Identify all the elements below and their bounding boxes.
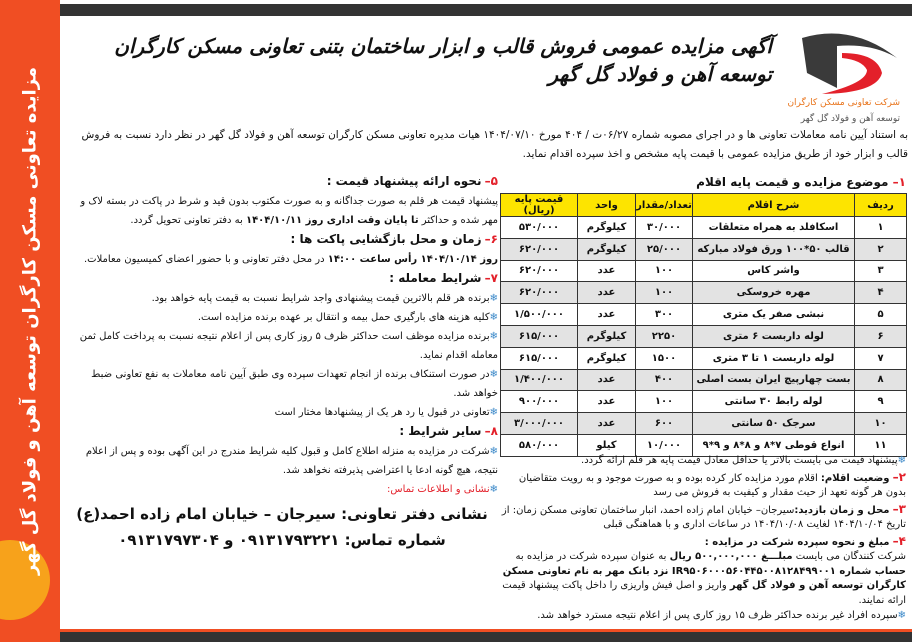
table-cell: کیلوگرم xyxy=(578,347,636,369)
table-cell: ۲۵/۰۰۰ xyxy=(636,238,693,260)
column-header: ردیف xyxy=(855,194,907,217)
table-cell: ۶۲۰/۰۰۰ xyxy=(501,238,578,260)
table-cell: ۶۰۰ xyxy=(636,413,693,435)
table-row xyxy=(501,304,907,326)
section-title: سایر شرایط : xyxy=(399,424,482,438)
table-cell: لوله داربست ۱ تا ۳ متری xyxy=(693,347,855,369)
side-band-text: مزایده تعاونی مسکن کارگران توسعه آهن و فولاد گل گهر xyxy=(19,66,41,576)
table-cell: ۱/۵۰۰/۰۰۰ xyxy=(501,304,578,326)
table-cell: مهره خروسکی xyxy=(693,282,855,304)
note-text: پیشنهاد قیمت می بایست بالاتر یا حداقل معادل قیمت پایه هر قلم ارائه گردد. xyxy=(581,455,898,466)
section-title: مبلغ و نحوه سپرده شرکت در مزایده : xyxy=(704,536,890,548)
address: نشانی دفتر تعاونی: سیرجان – خیابان امام زاده احمد(ع) xyxy=(76,505,488,523)
column-header: تعداد/مقدار xyxy=(636,194,693,217)
table-cell: عدد xyxy=(578,413,636,435)
table-cell: ۱۰۰ xyxy=(636,391,693,413)
section-text: واریز و اصل فیش واریزی را داخل پاکت پیشنهاد قیمت ارائه نمایند. xyxy=(502,580,906,606)
table-cell: واشر کاس xyxy=(693,260,855,282)
section-text: سیرجان– خیابان امام زاده احمد، انبار ساختمان تعاونی مسکن زمان: از تاریخ ۱۴۰۴/۱۰/۰۴ لغایت ۱۴۰۴/۱۰/۰۸ در ساعات اداری و با هماهنگی قبلی xyxy=(501,504,906,530)
table-cell: ۷ xyxy=(855,347,907,369)
company-logo-icon xyxy=(782,28,902,96)
section-number: ۷– xyxy=(484,271,498,285)
table-cell: عدد xyxy=(578,260,636,282)
account-number: حساب شماره IR۹۵۰۶۰۰۰۵۶۰۴۴۵۰۰۸۱۲۸۴۹۹۰۰۱ نزد بانک مهر به نام تعاونی مسکن کارگران توسعه آهن و فولاد گل گهر xyxy=(502,565,906,591)
bottom-bar xyxy=(60,629,912,642)
table-cell: ۶۱۵/۰۰۰ xyxy=(501,347,578,369)
section-number: ۲– xyxy=(892,469,906,484)
section-title: موضوع مزایده و قیمت پایه اقلام xyxy=(696,175,889,189)
section-7 xyxy=(66,269,498,422)
table-cell: اسکافلد به همراه متعلقات xyxy=(693,217,855,239)
section-number: ۴– xyxy=(892,533,906,548)
contact-label xyxy=(66,480,498,499)
table-row xyxy=(501,434,907,456)
snowflake-bullet-icon: ❄ xyxy=(489,446,498,457)
table-cell: ۱۱ xyxy=(855,434,907,456)
table-cell: انواع قوطی ۷*۸ و ۸*۸ و ۹*۹ xyxy=(693,434,855,456)
condition-text: برنده هر قلم بالاترین قیمت پیشنهادی واجد شرایط نسبت به قیمت پایه خواهد بود. xyxy=(151,293,490,304)
section-number: ۳– xyxy=(892,501,906,516)
table-cell: ۶۱۵/۰۰۰ xyxy=(501,325,578,347)
logo-line-1: شرکت تعاونی مسکن کارگران xyxy=(787,98,900,108)
section-text: شرکت کنندگان می بایست xyxy=(795,551,906,562)
table-cell: سرجک ۵۰ سانتی xyxy=(693,413,855,435)
section-8 xyxy=(66,422,498,480)
table-cell: ۳۰۰ xyxy=(636,304,693,326)
condition-text: کلیه هزینه های بارگیری حمل بیمه و انتقال بر عهده برنده مزایده است. xyxy=(197,312,490,323)
table-cell: ۵۳۰/۰۰۰ xyxy=(501,217,578,239)
snowflake-bullet-icon: ❄ xyxy=(489,369,498,380)
condition-item xyxy=(66,365,498,403)
snowflake-bullet-icon: ❄ xyxy=(489,407,498,418)
column-header: واحد xyxy=(578,194,636,217)
section-4 xyxy=(500,534,906,609)
section-title: وضعیت اقلام: xyxy=(820,472,890,484)
table-cell: ۹۰۰/۰۰۰ xyxy=(501,391,578,413)
contact-block xyxy=(66,501,498,553)
table-cell: ۱ xyxy=(855,217,907,239)
table-cell: ۳۰/۰۰۰ xyxy=(636,217,693,239)
logo-line-2: توسعه آهن و فولاد گل گهر xyxy=(800,114,900,124)
snowflake-bullet-icon: ❄ xyxy=(897,455,906,466)
table-cell: ۶ xyxy=(855,325,907,347)
table-cell: عدد xyxy=(578,304,636,326)
table-row xyxy=(501,369,907,391)
table-cell: ۱۰۰ xyxy=(636,260,693,282)
section-text: به دفتر تعاونی تحویل گردد. xyxy=(130,215,243,226)
table-cell: ۸ xyxy=(855,369,907,391)
items-table xyxy=(500,193,907,457)
table-cell: ۳/۰۰۰/۰۰۰ xyxy=(501,413,578,435)
table-cell: کیلوگرم xyxy=(578,238,636,260)
left-column xyxy=(66,172,498,553)
section-1-title xyxy=(696,175,906,189)
table-cell: ۶۲۰/۰۰۰ xyxy=(501,282,578,304)
section-text: شرکت در مزایده به منزله اطلاع کامل و قبول کلیه شرایط مندرج در این آگهی بوده و پس از اعلام نتیجه، هیچ گونه ادعا یا اعتراضی پذیرفته نخواهد شد. xyxy=(85,446,498,476)
condition-item xyxy=(66,308,498,327)
condition-text: تعاونی در قبول یا رد هر یک از پیشنهادها مختار است xyxy=(274,407,490,418)
table-cell: ۵۸۰/۰۰۰ xyxy=(501,434,578,456)
table-row xyxy=(501,238,907,260)
table-cell: کیلوگرم xyxy=(578,325,636,347)
table-row xyxy=(501,347,907,369)
table-cell: نبشی صفر یک متری xyxy=(693,304,855,326)
section-number: ۸– xyxy=(484,424,498,438)
table-cell: ۹ xyxy=(855,391,907,413)
table-cell: ۱۵۰۰ xyxy=(636,347,693,369)
table-cell: کیلو xyxy=(578,434,636,456)
intro-paragraph: به استناد آیین نامه معاملات تعاونی ها و در اجرای مصوبه شماره ۰۶/۲۷ت / ۴۰۴ مورخ ۱۴۰۴/۰۷/۱۰ هیات مدیره تعاونی مسکن کارگران توسعه آهن و فولاد گل گهر در نظر دارد نسبت به فروش قالب و ابزار خود از طریق مزایده عمومی با قیمت پایه مشخص و اخذ سپرده اقدام نماید. xyxy=(81,129,908,160)
note-min-price xyxy=(500,454,906,469)
table-row xyxy=(501,413,907,435)
table-cell: قالب ۵۰*۱۰۰ ورق فولاد مبارکه xyxy=(693,238,855,260)
table-cell: ۶۲۰/۰۰۰ xyxy=(501,260,578,282)
condition-item xyxy=(66,289,498,308)
section-text: پیشنهاد قیمت هر قلم به صورت جداگانه و به صورت مکتوب بدون قید و شرط در پاکت در بسته لاک و مهر شده و حداکثر xyxy=(80,196,498,226)
snowflake-bullet-icon: ❄ xyxy=(489,484,498,495)
section-number: ۱– xyxy=(892,175,906,189)
table-row xyxy=(501,282,907,304)
condition-text: در صورت استنکاف برنده از انجام تعهدات سپرده وی طبق آیین نامه معاملات به نفع تعاونی ضبط خواهد شد. xyxy=(91,369,498,399)
deadline: تا پایان وقت اداری روز ۱۴۰۴/۱۰/۱۱ xyxy=(245,215,419,226)
table-cell: ۵ xyxy=(855,304,907,326)
snowflake-bullet-icon: ❄ xyxy=(489,331,498,342)
table-cell: ۱۰ xyxy=(855,413,907,435)
page-title: آگهی مزایده عمومی فروش قالب و ابزار ساختمان بتنی تعاونی مسکن کارگران توسعه آهن و فولاد گل گهر xyxy=(114,34,772,86)
opening-time: روز ۱۴۰۴/۱۰/۱۴ رأس ساعت ۱۴:۰۰ xyxy=(327,254,498,265)
section-text: اقلام مورد مزایده کار کرده بوده و به صورت موجود و به رویت متقاضیان بدون هر گونه تعهد از حیث مقدار و کیفیت به فروش می رسد xyxy=(518,472,906,498)
column-header: قیمت پایه (ریال) xyxy=(501,194,578,217)
condition-text: برنده مزایده موظف است حداکثر ظرف ۵ روز کاری پس از اعلام نتیجه نسبت به پرداخت کامل ثمن معامله اقدام نماید. xyxy=(79,331,498,361)
table-cell: ۲۲۵۰ xyxy=(636,325,693,347)
side-band xyxy=(0,0,60,642)
table-body xyxy=(501,217,907,457)
condition-item xyxy=(66,403,498,422)
top-bar xyxy=(60,4,912,16)
section-number: ۵– xyxy=(484,174,498,188)
table-cell: عدد xyxy=(578,391,636,413)
section-5 xyxy=(66,172,498,230)
table-cell: بست چهارپیچ ایران بست اصلی xyxy=(693,369,855,391)
column-header: شرح اقلام xyxy=(693,194,855,217)
table-row xyxy=(501,260,907,282)
table-cell: ۲ xyxy=(855,238,907,260)
table-cell: ۱۰/۰۰۰ xyxy=(636,434,693,456)
section-text: به عنوان سپرده شرکت در مزایده به xyxy=(515,551,667,562)
header xyxy=(62,18,912,126)
snowflake-bullet-icon: ❄ xyxy=(489,293,498,304)
table-cell: ۱/۴۰۰/۰۰۰ xyxy=(501,369,578,391)
note-deposit-return xyxy=(500,609,906,624)
snowflake-bullet-icon: ❄ xyxy=(489,312,498,323)
snowflake-bullet-icon: ❄ xyxy=(897,610,906,621)
contact-label-text: نشانی و اطلاعات تماس: xyxy=(387,484,490,495)
section-6 xyxy=(66,230,498,269)
table-cell: ۴۰۰ xyxy=(636,369,693,391)
section-text: در محل دفتر تعاونی و با حضور اعضای کمیسیون معاملات. xyxy=(83,254,325,265)
table-row xyxy=(501,217,907,239)
section-2 xyxy=(500,470,906,501)
deposit-amount: مبلـــغ ۵۰۰,۰۰۰,۰۰۰ ریال xyxy=(669,551,793,562)
section-title: زمان و محل بازگشایی پاکت ها : xyxy=(290,232,482,246)
condition-item xyxy=(66,327,498,365)
section-3 xyxy=(500,502,906,533)
table-cell: ۴ xyxy=(855,282,907,304)
table-row xyxy=(501,391,907,413)
right-lower-sections xyxy=(500,454,906,624)
section-title: نحوه ارائه پیشنهاد قیمت : xyxy=(326,174,482,188)
table-cell: ۱۰۰ xyxy=(636,282,693,304)
conditions-list xyxy=(66,289,498,422)
phone: شماره تماس: ۰۹۱۳۱۷۹۳۲۲۱ و ۰۹۱۳۱۷۹۷۳۰۴ xyxy=(118,531,446,549)
section-title: شرایط معامله : xyxy=(389,271,482,285)
table-cell: لوله رابط ۳۰ سانتی xyxy=(693,391,855,413)
table-cell: لوله داربست ۶ متری xyxy=(693,325,855,347)
section-title: محل و زمان بازدید: xyxy=(794,504,890,516)
table-cell: عدد xyxy=(578,369,636,391)
table-cell: عدد xyxy=(578,282,636,304)
note-text: سپرده افراد غیر برنده حداکثر ظرف ۱۵ روز کاری پس از اعلام نتیجه مسترد خواهد شد. xyxy=(537,610,898,621)
table-header-row xyxy=(501,194,907,217)
section-number: ۶– xyxy=(484,232,498,246)
table-cell: ۳ xyxy=(855,260,907,282)
table-cell: کیلوگرم xyxy=(578,217,636,239)
table-row xyxy=(501,325,907,347)
